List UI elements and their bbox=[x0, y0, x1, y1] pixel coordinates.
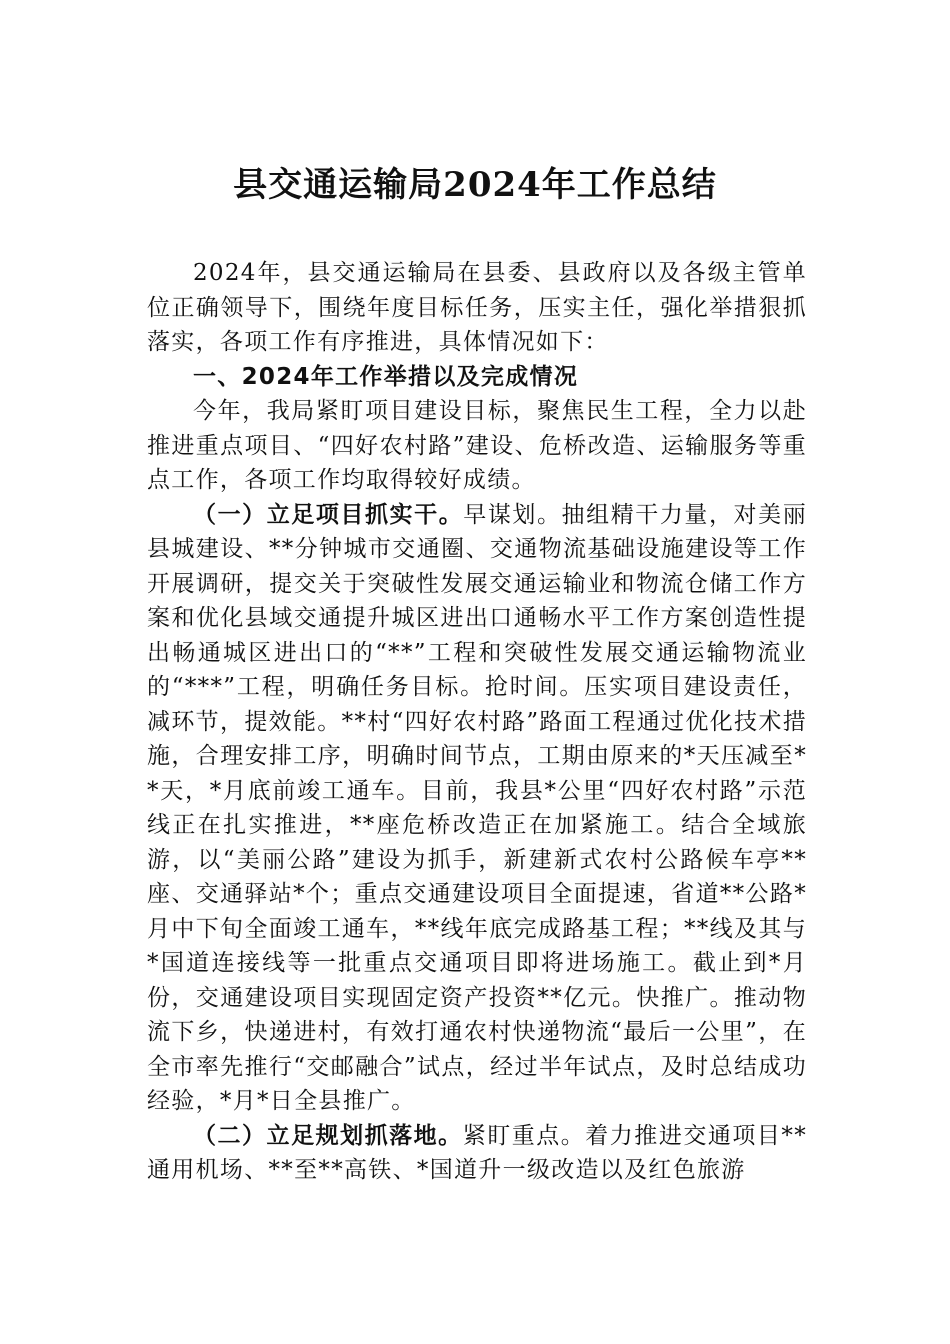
section-heading: 一、2024年工作举措以及完成情况 bbox=[193, 363, 579, 390]
intro-paragraph: 2024年，县交通运输局在县委、县政府以及各级主管单位正确领导下，围绕年度目标任务，压实主任，强化举措狠抓落实，各项工作有序推进，具体情况如下： bbox=[147, 260, 807, 355]
item2-paragraph bbox=[147, 1119, 807, 1188]
section-summary-paragraph: 今年，我局紧盯项目建设目标，聚焦民生工程，全力以赴推进重点项目、“四好农村路”建设、危桥改造、运输服务等重点工作，各项工作均取得较好成绩。 bbox=[147, 398, 807, 493]
item1-lead: （一）立足项目抓实干。 bbox=[193, 500, 464, 528]
document-body bbox=[147, 256, 807, 1188]
item2-lead: （二）立足规划抓落地。 bbox=[193, 1121, 463, 1149]
document-title: 县交通运输局2024年工作总结 bbox=[233, 165, 717, 205]
item2-text: 紧盯重点。着力推进交通项目**通用机场、**至**高铁、*国道升一级改造以及红色旅游 bbox=[147, 1122, 807, 1183]
item1-paragraph bbox=[147, 498, 807, 1119]
item1-text: 早谋划。抽组精干力量，对美丽县城建设、**分钟城市交通圈、交通物流基础设施建设等工作开展调研，提交关于突破性发展交通运输业和物流仓储工作方案和优化县域交通提升城区进出口通畅水平工作方案创造性提出畅通城区进出口的“**”工程和突破性发展交通运输物流业的“***”工程，明确任务目标。抢时间。压实项目建设责任，减环节，提效能。**村“四好农村路”路面工程通过优化技术措施，合理安排工序，明确时间节点，工期由原来的*天压减至**天，*月底前竣工通车。目前，我县*公里“四好农村路”示范线正在扎实推进，**座危桥改造正在加紧施工。结合全域旅游，以“美丽公路”建设为抓手，新建新式农村公路候车亭**座、交通驿站*个；重点交通建设项目全面提速，省道**公路*月中下旬全面竣工通车，**线年底完成路基工程；**线及其与*国道连接线等一批重点交通项目即将进场施工。截止到*月份，交通建设项目实现固定资产投资**亿元。快推广。推动物流下乡，快递进村，有效打通农村快递物流“最后一公里”，在全市率先推行“交邮融合”试点，经过半年试点，及时总结成功经验，*月*日全县推广。 bbox=[147, 501, 807, 1114]
